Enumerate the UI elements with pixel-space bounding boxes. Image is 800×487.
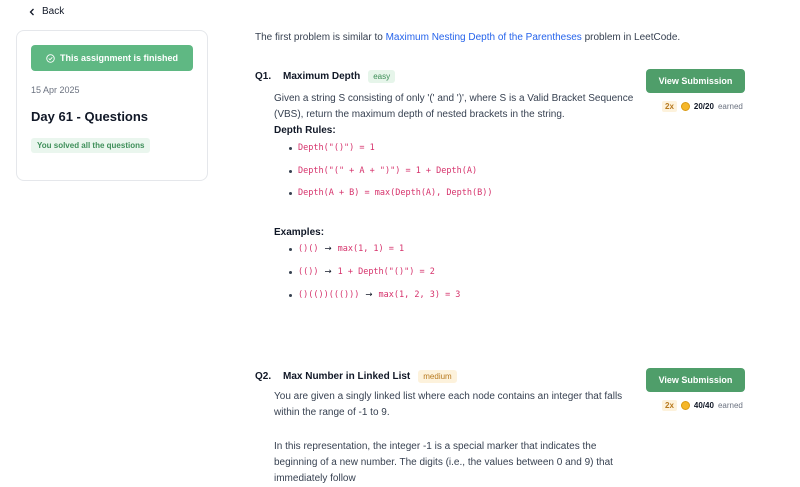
rule-code: Depth("(" + A + ")") = 1 + Depth(A) bbox=[298, 166, 478, 176]
back-label: Back bbox=[42, 6, 65, 17]
points-value: 40/40 bbox=[693, 401, 714, 410]
question-description-q2: You are given a singly linked list where each node contains an integer that falls within the range of -1 to 9. bbox=[274, 391, 623, 418]
multiplier-badge: 2x bbox=[662, 400, 677, 411]
rule-item bbox=[289, 188, 492, 198]
multiplier-badge: 2x bbox=[662, 101, 677, 112]
example-input: ()(())((())) bbox=[298, 290, 360, 300]
points-earned-q1 bbox=[662, 101, 743, 112]
points-value: 20/20 bbox=[693, 102, 714, 111]
question-title: Maximum Depth bbox=[283, 71, 361, 82]
question-title: Max Number in Linked List bbox=[283, 371, 411, 382]
assignment-date: 15 Apr 2025 bbox=[31, 85, 80, 95]
arrow-icon: → bbox=[324, 267, 332, 277]
example-output: max(1, 2, 3) = 3 bbox=[378, 290, 461, 300]
question-number: Q2. bbox=[255, 371, 272, 382]
view-submission-button-q2[interactable]: View Submission bbox=[646, 368, 745, 392]
chevron-left-icon bbox=[28, 8, 36, 16]
example-item bbox=[289, 290, 460, 300]
view-submission-button-q1[interactable]: View Submission bbox=[646, 69, 745, 93]
rules-label: Depth Rules: bbox=[274, 125, 336, 136]
finished-text: This assignment is finished bbox=[59, 53, 179, 63]
bullet-icon bbox=[289, 271, 292, 274]
intro-text bbox=[255, 32, 680, 43]
points-earned-q2 bbox=[662, 400, 743, 411]
example-item bbox=[289, 267, 435, 277]
coin-icon bbox=[681, 102, 690, 111]
bullet-icon bbox=[289, 147, 292, 150]
example-input: ()() bbox=[298, 244, 319, 254]
difficulty-badge: medium bbox=[418, 370, 456, 383]
difficulty-badge: easy bbox=[368, 70, 395, 83]
intro-prefix: The first problem is similar to bbox=[255, 32, 386, 43]
rule-code: Depth("()") = 1 bbox=[298, 143, 375, 153]
coin-icon bbox=[681, 401, 690, 410]
example-item bbox=[289, 244, 404, 254]
example-output: max(1, 1) = 1 bbox=[337, 244, 405, 254]
intro-suffix: problem in LeetCode. bbox=[581, 32, 681, 43]
back-link[interactable] bbox=[28, 6, 64, 17]
bullet-icon bbox=[289, 248, 292, 251]
arrow-icon: → bbox=[324, 244, 332, 254]
rule-item bbox=[289, 166, 477, 176]
bullet-icon bbox=[289, 170, 292, 173]
earned-label: earned bbox=[717, 401, 743, 410]
question-description-q1: Given a string S consisting of only '(' and ')', where S is a Valid Bracket Sequence (VBS), return the maximum depth of nested brackets in the string. bbox=[274, 93, 634, 120]
question-number: Q1. bbox=[255, 71, 272, 82]
leetcode-link[interactable]: Maximum Nesting Depth of the Parentheses bbox=[385, 32, 582, 43]
check-circle-icon bbox=[46, 54, 55, 63]
question-description-q2-continued: In this representation, the integer -1 is a special marker that indicates the beginning of a new number. The digits (i.e., the values between 0 and 9) that immediately follow bbox=[274, 441, 613, 484]
earned-label: earned bbox=[717, 102, 743, 111]
rule-code: Depth(A + B) = max(Depth(A), Depth(B)) bbox=[298, 188, 493, 198]
assignment-title: Day 61 - Questions bbox=[31, 109, 149, 124]
example-input: (()) bbox=[298, 267, 319, 277]
examples-label: Examples: bbox=[274, 227, 325, 238]
rule-item bbox=[289, 143, 375, 153]
example-output: 1 + Depth("()") = 2 bbox=[337, 267, 435, 277]
question-header-q1 bbox=[255, 70, 395, 83]
question-header-q2 bbox=[255, 370, 457, 383]
finished-banner bbox=[31, 45, 193, 71]
bullet-icon bbox=[289, 192, 292, 195]
solved-badge: You solved all the questions bbox=[31, 138, 150, 153]
assignment-card bbox=[16, 30, 208, 181]
arrow-icon: → bbox=[365, 290, 373, 300]
bullet-icon bbox=[289, 294, 292, 297]
